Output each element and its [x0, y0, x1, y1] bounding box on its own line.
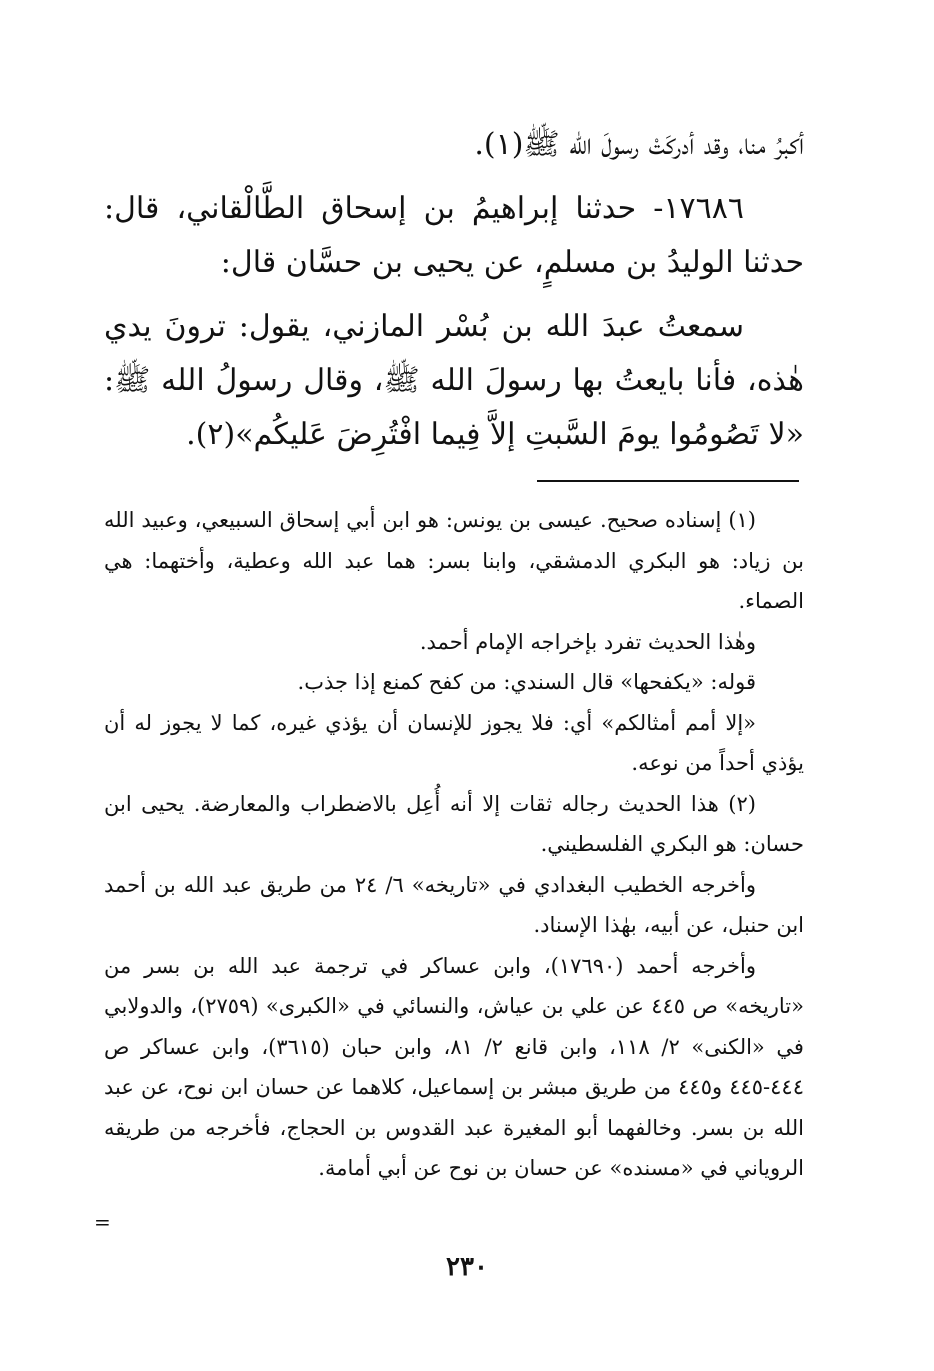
footnote-1: (١) إسناده صحيح. عيسى بن يونس: هو ابن أبي إسحاق السبيعي، وعبيد الله بن زياد: هو البكري الدمشقي، وابنا بسر: هما عبد الله وعطية، وأختهما: هي الصماء. [104, 508, 804, 613]
footnote-2-note-a: وأخرجه الخطيب البغدادي في «تاريخه» ٦/ ٢٤ من طريق عبد الله بن أحمد ابن حنبل، عن أبيه، بهٰذا الإسناد. [104, 872, 804, 937]
page-number: ٢٣٠ [446, 1252, 488, 1282]
continuation-mark: = [94, 1210, 111, 1234]
footnote-2: (٢) هذا الحديث رجاله ثقات إلا أنه أُعِل بالاضطراب والمعارضة. يحيى ابن حسان: هو البكري الفلسطيني. [104, 791, 804, 856]
footnote-1-note-b: قوله: «يكفحها» قال السندي: من كفح كمنع إذا جذب. [297, 670, 756, 694]
footnote-divider [537, 480, 799, 482]
main-text [104, 118, 804, 472]
footnote-1-note-a: وهٰذا الحديث تفرد بإخراجه الإمام أحمد. [419, 629, 756, 654]
hadith-17686-matn: سمعتُ عبدَ الله بن بُسْر المازني، يقول: ترونَ يدي هٰذه، فأنا بايعتُ بها رسولَ الله ﷺ، وقال رسولُ الله ﷺ: «لا تَصُومُوا يومَ السَّبتِ إلاَّ فِيما افْتُرِضَ عَليكُم»(٢). [104, 309, 804, 452]
footnote-1-note-c: «إلا أمم أمثالكم» أي: فلا يجوز للإنسان أن يؤذي غيره، كما لا يجوز له أن يؤذي أحداً من نوعه. [104, 710, 804, 775]
hadith-17686-isnad: ١٧٦٨٦- حدثنا إبراهيمُ بن إسحاق الطَّالْقاني، قال: حدثنا الوليدُ بن مسلمٍ، عن يحيى بن حسَّان قال: [104, 191, 804, 280]
footnote-2-note-b: وأخرجه أحمد (١٧٦٩٠)، وابن عساكر في ترجمة عبد الله بن بسر من «تاريخه» ص ٤٤٥ عن علي بن عياش، والنسائي في «الكبرى» (٢٧٥٩)، والدولابي في «الكنى» ٢/ ١١٨، وابن قانع ٢/ ٨١، وابن حبان (٣٦١٥)، وابن عساكر ص ٤٤٤-٤٤٥ و٤٤٥ من طريق مبشر بن إسماعيل، كلاهما عن حسان ابن نوح، عن عبد الله بن بسر. وخالفهما أبو المغيرة عبد القدوس بن الحجاج، فأخرجه من طريقه الروياني في «مسنده» عن حسان بن نوح عن أبي أمامة. [104, 953, 804, 1180]
footnotes [104, 500, 804, 1189]
main-paragraph-continuation: أكبرُ منا، وقد أدركَتْ رسولَ الله ﷺ(١). [474, 127, 804, 162]
